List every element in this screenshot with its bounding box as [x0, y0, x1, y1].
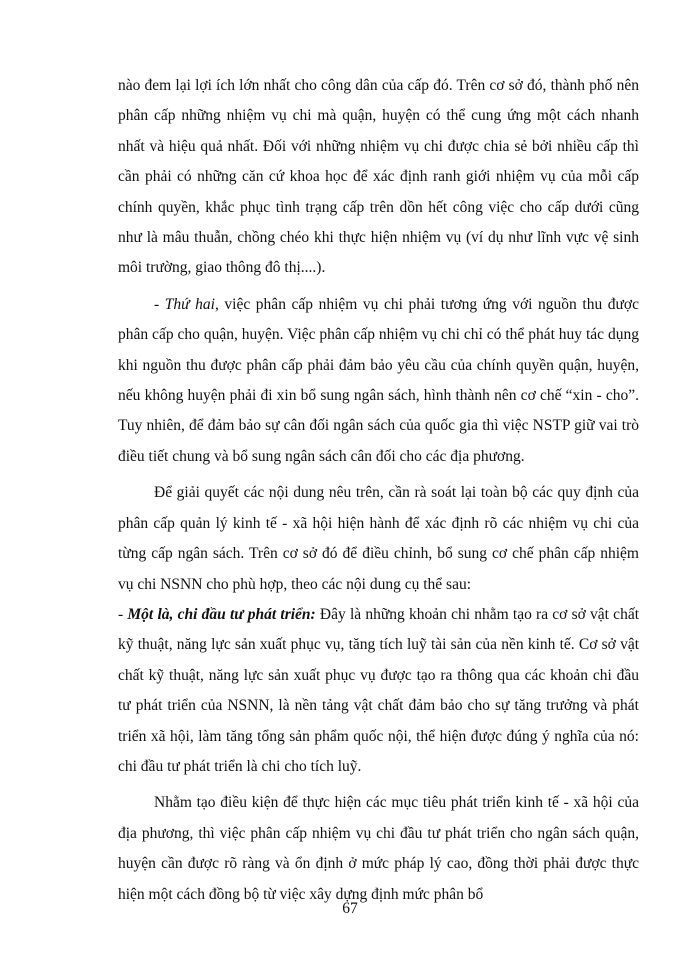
bullet-dash: -: [154, 295, 165, 313]
paragraph-mot-la: [118, 600, 639, 782]
lead-phrase: Thứ hai: [164, 295, 215, 313]
paragraph-giai-quyet: [118, 478, 639, 600]
paragraph-text: nào đem lại lợi ích lớn nhất cho công dân của cấp đó. Trên cơ sở đó, thành phố nên phân cấp những nhiệm vụ chi mà quận, huyện có thể cung ứng một cách nhanh nhất và hiệu quả nhất. Đối với những nhiệm vụ chi được chia sẻ bởi nhiều cấp thì cần phải có những căn cứ khoa học để xác định ranh giới nhiệm vụ của mỗi cấp chính quyền, khắc phục tình trạng cấp trên dồn hết công việc cho cấp dưới cũng như là mâu thuẫn, chồng chéo khi thực hiện nhiệm vụ (ví dụ như lĩnh vực vệ sinh môi trường, giao thông đô thị....).: [118, 77, 639, 277]
lead-heading: Một là, chi đầu tư phát triển:: [127, 605, 316, 623]
paragraph-continuation: [118, 71, 639, 284]
paragraph-text: Đây là những khoản chi nhằm tạo ra cơ sở vật chất kỹ thuật, năng lực sản xuất phục vụ, tăng tích luỹ tài sản của nền kinh tế. Cơ sở vật chất kỹ thuật, năng lực sản xuất phục vụ được tạo ra thông qua các khoản chi đầu tư phát triển của NSNN, là nền tảng vật chất đảm bảo cho sự tăng trưởng và phát triển xã hội, làm tăng tổng sản phẩm quốc nội, thể hiện được đúng ý nghĩa của nó: chi đầu tư phát triển là chi cho tích luỹ.: [118, 605, 639, 775]
paragraph-text: Nhằm tạo điều kiện để thực hiện các mục tiêu phát triển kinh tế - xã hội của địa phương, thì việc phân cấp nhiệm vụ chi đầu tư phát triển cho ngân sách quận, huyện cần được rõ ràng và ổn định ở mức pháp lý cao, đồng thời phải được thực hiện một cách đồng bộ từ việc xây dựng định mức phân bổ: [118, 794, 639, 903]
bullet-dash: -: [118, 605, 128, 623]
paragraph-text: Để giải quyết các nội dung nêu trên, cần rà soát lại toàn bộ các quy định của phân cấp quản lý kinh tế - xã hội hiện hành để xác định rõ các nhiệm vụ chi của từng cấp ngân sách. Trên cơ sở đó để điều chỉnh, bổ sung cơ chế phân cấp nhiệm vụ chi NSNN cho phù hợp, theo các nội dung cụ thể sau:: [118, 484, 639, 593]
body-text: [118, 71, 639, 910]
paragraph-text: , việc phân cấp nhiệm vụ chi phải tương ứng với nguồn thu được phân cấp cho quận, huyện. Việc phân cấp nhiệm vụ chi chỉ có thể phát huy tác dụng khi nguồn thu được phân cấp phải đảm bảo yêu cầu của chính quyền quận, huyện, nếu không huyện phải đi xin bổ sung ngân sách, hình thành nên cơ chế “xin - cho”. Tuy nhiên, để đảm bảo sự cân đối ngân sách của quốc gia thì việc NSTP giữ vai trò điều tiết chung và bổ sung ngân sách cân đối cho các địa phương.: [118, 295, 639, 465]
paragraph-nham-tao: [118, 788, 639, 910]
paragraph-thu-hai: [118, 290, 639, 472]
page-number: 67: [342, 900, 358, 917]
